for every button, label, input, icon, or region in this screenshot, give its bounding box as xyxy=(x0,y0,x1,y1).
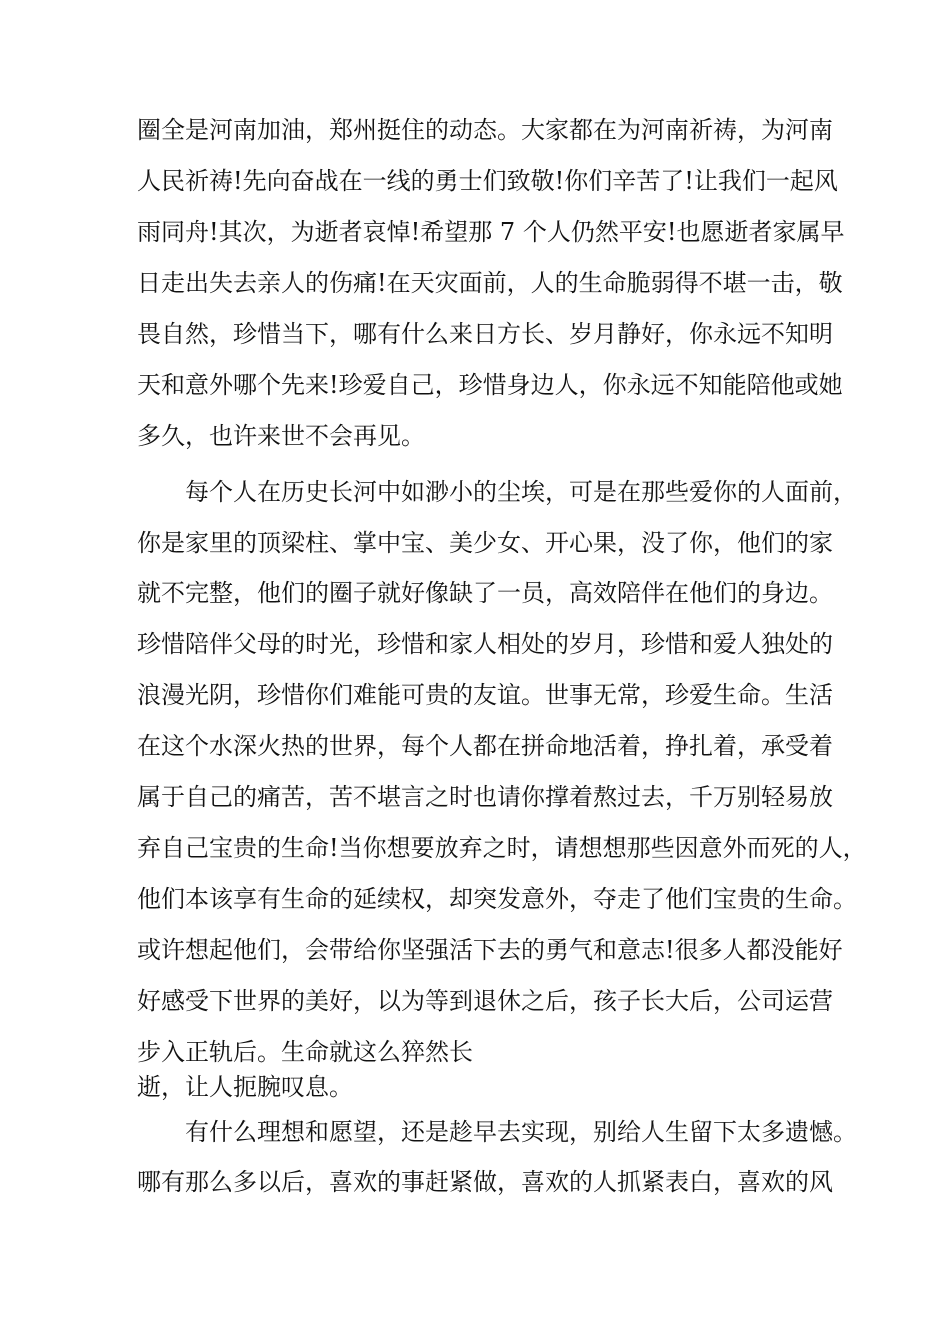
text-line: 你是家里的顶梁柱、掌中宝、美少女、开心果，没了你，他们的家 xyxy=(137,529,833,557)
text-line: 属于自己的痛苦，苦不堪言之时也请你撑着熬过去，千万别轻易放 xyxy=(137,783,833,811)
text-line: 多久，也许来世不会再见。 xyxy=(137,422,425,450)
text-line: 他们本该享有生命的延续权，却突发意外，夺走了他们宝贵的生命。 xyxy=(137,885,857,913)
text-line: 日走出失去亲人的伤痛!在天灾面前，人的生命脆弱得不堪一击，敬 xyxy=(137,269,843,297)
text-line: 畏自然，珍惜当下，哪有什么来日方长、岁月静好，你永远不知明 xyxy=(137,320,833,348)
text-line: 或许想起他们，会带给你坚强活下去的勇气和意志!很多人都没能好 xyxy=(137,936,843,964)
text-line: 雨同舟!其次，为逝者哀悼!希望那 7 个人仍然平安!也愿逝者家属早 xyxy=(137,218,845,246)
text-line: 弃自己宝贵的生命!当你想要放弃之时，请想想那些因意外而死的人， xyxy=(137,834,867,862)
text-line: 珍惜陪伴父母的时光，珍惜和家人相处的岁月，珍惜和爱人独处的 xyxy=(137,630,833,658)
text-line: 就不完整，他们的圈子就好像缺了一员，高效陪伴在他们的身边。 xyxy=(137,579,833,607)
text-line: 哪有那么多以后，喜欢的事赶紧做，喜欢的人抓紧表白，喜欢的风 xyxy=(137,1168,833,1196)
text-line: 圈全是河南加油，郑州挺住的动态。大家都在为河南祈祷，为河南 xyxy=(137,116,833,144)
text-line: 好感受下世界的美好，以为等到退休之后，孩子长大后，公司运营 xyxy=(137,987,833,1015)
text-line: 浪漫光阴，珍惜你们难能可贵的友谊。世事无常，珍爱生命。生活 xyxy=(137,681,833,709)
text-line: 在这个水深火热的世界，每个人都在拼命地活着，挣扎着，承受着 xyxy=(137,732,833,760)
paragraph-first-line: 每个人在历史长河中如渺小的尘埃，可是在那些爱你的人面前， xyxy=(185,478,857,506)
paragraph-first-line: 有什么理想和愿望，还是趁早去实现，别给人生留下太多遗憾。 xyxy=(185,1118,857,1146)
text-line: 天和意外哪个先来!珍爱自己，珍惜身边人，你永远不知能陪他或她 xyxy=(137,371,843,399)
text-line: 人民祈祷!先向奋战在一线的勇士们致敬!你们辛苦了!让我们一起风 xyxy=(137,167,838,195)
text-line: 步入正轨后。生命就这么猝然长 xyxy=(137,1038,473,1066)
text-line: 逝，让人扼腕叹息。 xyxy=(137,1073,353,1101)
